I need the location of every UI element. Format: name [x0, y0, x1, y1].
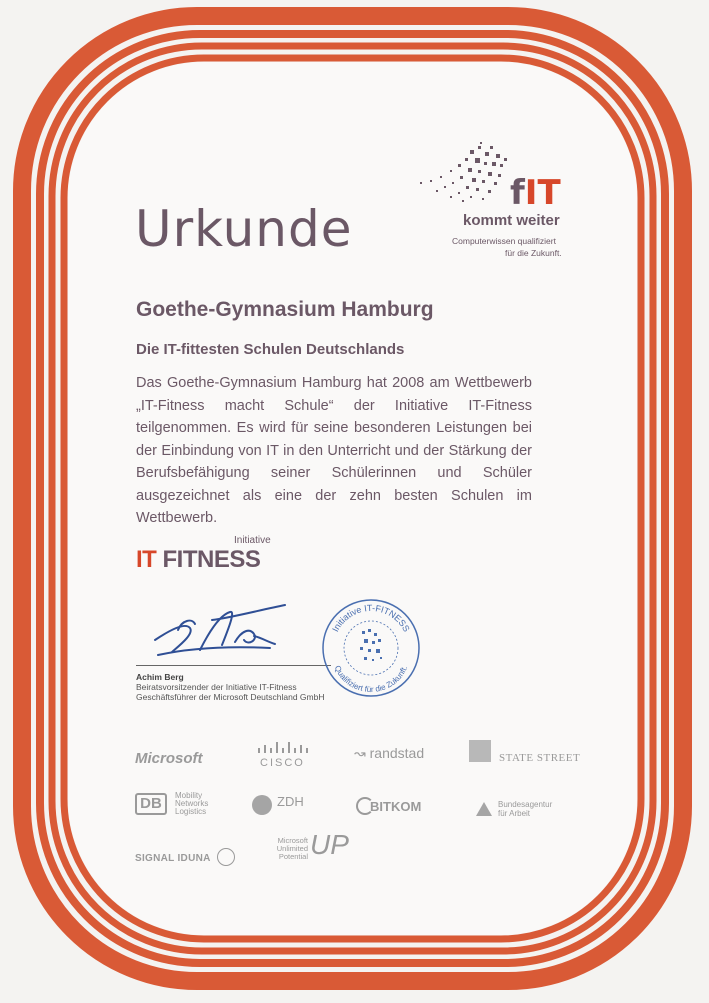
zdh-wordmark: ZDH [277, 794, 304, 809]
up-line2: Unlimited [276, 844, 308, 853]
signature-icon [150, 600, 300, 665]
fit-logo [410, 140, 590, 260]
db-claim-line3: Logistics [175, 807, 207, 816]
signer-name: Achim Berg [136, 672, 184, 682]
award-subtitle: Die IT-fittesten Schulen Deutschlands [136, 341, 405, 358]
award-text: Das Goethe-Gymnasium Hamburg hat 2008 am Wettbewerb „IT-Fitness macht Schule“ der Initiative IT-Fitness teilgenommen. Es wird für seine besonderen Leistungen bei der Einbindung von IT in den Unterricht und der Stärkung der Berufsbefähigung seiner Schülerinnen und Schüler ausgezeichnet als eine der zehn besten Schulen im Wettbewerb. [136, 375, 532, 526]
sponsor-cisco [256, 740, 312, 769]
sponsor-randstad [354, 745, 424, 762]
ba-wordmark [498, 800, 552, 818]
fit-tagline: kommt weiter [463, 212, 560, 229]
db-claim-line1: Mobility [175, 791, 203, 800]
state-street-wordmark: STATE STREET [499, 752, 581, 764]
school-name: Goethe-Gymnasium Hamburg [136, 298, 434, 321]
fit-wordmark: fIT [510, 173, 561, 213]
up-claim [268, 837, 308, 861]
fit-claim-line1: Computerwissen qualifiziert [452, 236, 556, 246]
signal-iduna-circle-icon [217, 848, 235, 866]
stamp-seal-icon [320, 597, 422, 699]
db-claim-line2: Networks [175, 799, 209, 808]
svg-text:Initiative IT-FITNESS: Initiative IT-FITNESS [330, 602, 412, 634]
signature-line [136, 665, 331, 666]
randstad-mark-icon: ↝ [354, 745, 370, 761]
zdh-circle-icon [252, 795, 272, 815]
cisco-wordmark: CISCO [260, 757, 305, 769]
ba-line1: Bundesagentur [498, 800, 553, 809]
db-mark: DB [135, 793, 167, 815]
randstad-wordmark: randstad [369, 745, 425, 761]
signer-role1: Beiratsvorsitzender der Initiative IT-Fitness [136, 682, 297, 692]
state-street-box-icon [469, 740, 491, 762]
db-claim [175, 792, 208, 816]
initiative-label: Initiative [234, 535, 271, 546]
signer-role2: Geschäftsführer der Microsoft Deutschland GmbH [136, 692, 325, 702]
up-mark: UP [310, 829, 349, 860]
up-line3: Potential [278, 852, 308, 861]
svg-text:Qualifiziert für die Zukunft.: Qualifiziert für die Zukunft. [332, 664, 410, 695]
signal-iduna-wordmark: SIGNAL IDUNA [135, 853, 211, 864]
ba-line2: für Arbeit [498, 809, 531, 818]
cisco-bars-icon [256, 740, 312, 754]
fit-claim-line2: für die Zukunft. [505, 248, 562, 258]
dot-cloud-icon [410, 140, 520, 215]
up-line1: Microsoft [277, 836, 308, 845]
it-fitness-wordmark: IT FITNESS [136, 546, 261, 573]
ba-triangle-icon [476, 802, 492, 816]
bitkom-wordmark: BITKOM [370, 799, 422, 814]
sponsor-microsoft: Microsoft [135, 750, 203, 767]
certificate-title: Urkunde [135, 200, 353, 258]
signer-block [136, 672, 325, 702]
